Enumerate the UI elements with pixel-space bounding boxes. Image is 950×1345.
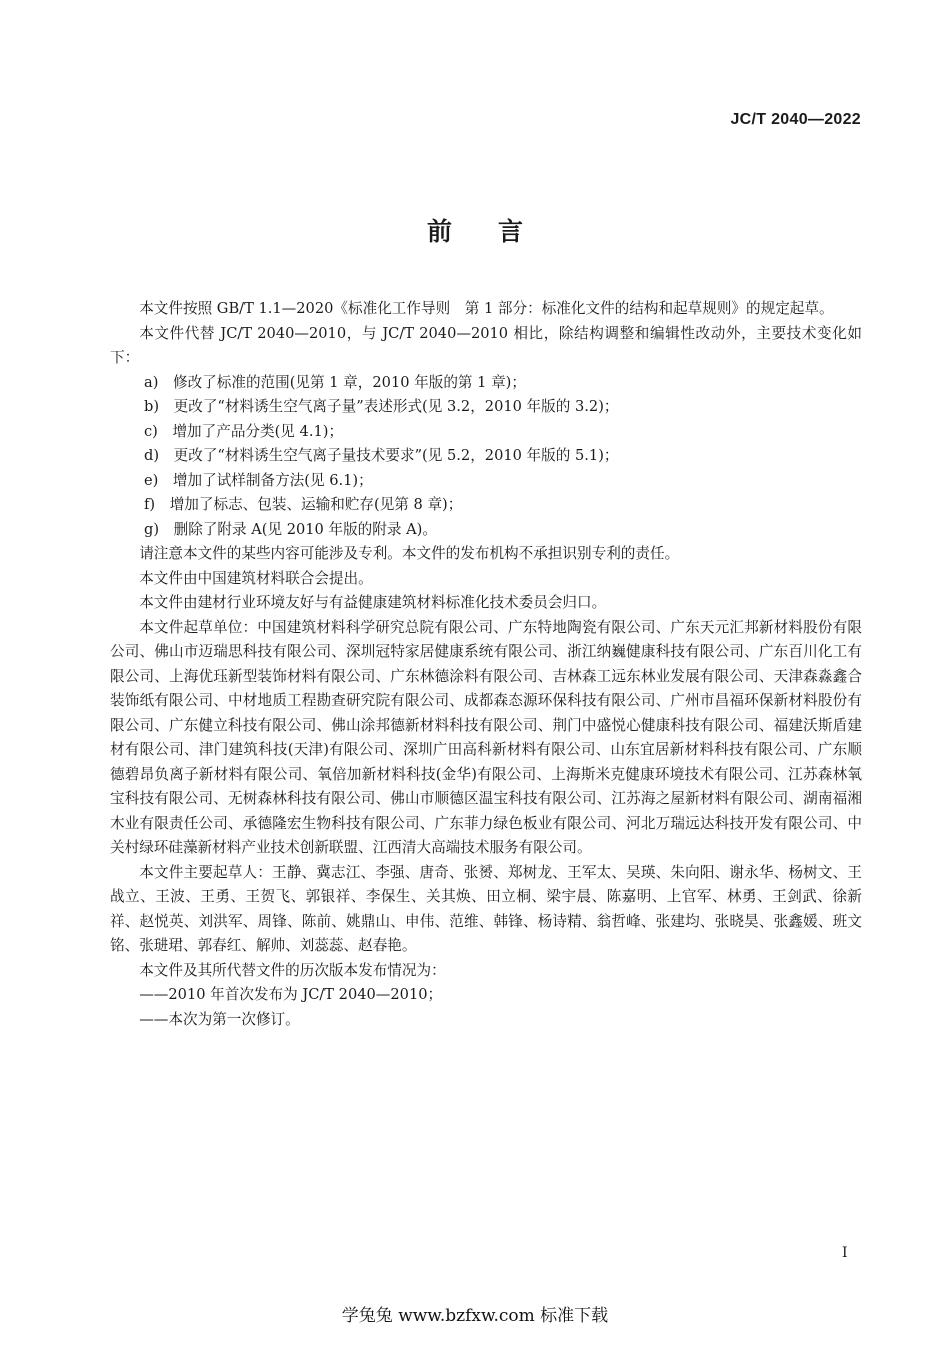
drafting-units-paragraph: 本文件起草单位：中国建筑材料科学研究总院有限公司、广东特地陶瓷有限公司、广东天元汇邦新材料股份有限公司、佛山市迈瑞思科技有限公司、深圳冠特家居健康系统有限公司、浙江纳巍健康科技有限公司、广东百川化工有限公司、上海优珏新型装饰材料有限公司、广东林德涂料有限公司、吉林森工远东林业发展有限公司、天津森淼鑫合装饰纸有限公司、中材地质工程勘查研究院有限公司、成都森态源环保科技有限公司、广州市昌福环保新材料股份有限公司、广东健立科技有限公司、佛山涂邦德新材料科技有限公司、荆门中盛悦心健康科技有限公司、福建沃斯盾建材有限公司、津门建筑科技(天津)有限公司、深圳广田高科新材料有限公司、山东宜居新材料科技有限公司、广东顺德碧昂负离子新材料有限公司、氧倍加新材料科技(金华)有限公司、上海斯米克健康环境技术有限公司、江苏森林氧宝科技有限公司、无树森林科技有限公司、佛山市顺德区温宝科技有限公司、江苏海之屋新材料有限公司、湖南福湘木业有限责任公司、承德隆宏生物科技有限公司、广东菲力绿色板业有限公司、河北万瑞远达科技开发有限公司、中关村绿环硅藻新材料产业技术创新联盟、江西清大高端技术服务有限公司。 bbox=[110, 618, 862, 856]
change-item-a: a) 修改了标准的范围(见第 1 章，2010 年版的第 1 章)； bbox=[144, 373, 526, 391]
change-item-b: b) 更改了“材料诱生空气离子量”表述形式(见 3.2，2010 年版的 3.2)； bbox=[144, 398, 619, 415]
change-item-d: d) 更改了“材料诱生空气离子量技术要求”(见 5.2，2010 年版的 5.1)； bbox=[144, 447, 619, 464]
history-intro: 本文件及其所代替文件的历次版本发布情况为： bbox=[139, 961, 446, 979]
centralized-paragraph: 本文件由建材行业环境友好与有益健康建筑材料标准化技术委员会归口。 bbox=[139, 594, 607, 611]
change-item-e: e) 增加了试样制备方法(见 6.1)； bbox=[144, 471, 373, 489]
page-number: I bbox=[842, 1245, 848, 1261]
page-title: 前言 bbox=[426, 217, 569, 246]
history-item-2010: ——2010 年首次发布为 JC/T 2040—2010； bbox=[139, 986, 443, 1003]
standard-number: JC/T 2040—2022 bbox=[730, 111, 861, 128]
history-item-current: ——本次为第一次修订。 bbox=[139, 1010, 300, 1028]
drafting-rules-paragraph: 本文件按照 GB/T 1.1—2020《标准化工作导则 第 1 部分：标准化文件的结构和起草规则》的规定起草。 bbox=[139, 300, 834, 317]
replacement-paragraph: 本文件代替 JC/T 2040—2010，与 JC/T 2040—2010 相比，除结构调整和编辑性改动外，主要技术变化如下： bbox=[110, 324, 862, 366]
change-item-c: c) 增加了产品分类(见 4.1)； bbox=[144, 422, 344, 440]
change-item-f: f) 增加了标志、包装、运输和贮存(见第 8 章)； bbox=[144, 496, 463, 513]
drafters-paragraph: 本文件主要起草人：王静、冀志江、李强、唐奇、张赟、郑树龙、王军太、吴瑛、朱向阳、谢永华、杨树文、王战立、王波、王勇、王贺飞、郭银祥、李保生、关其焕、田立桐、梁宇晨、陈嘉明、上官军、林勇、王剑武、徐新祥、赵悦英、刘洪军、周锋、陈前、姚鼎山、申伟、范维、韩锋、杨诗精、翁哲峰、张建均、张晓昊、张鑫媛、班文铭、张琎珺、郭春红、解帅、刘蕊蕊、赵春艳。 bbox=[110, 863, 862, 954]
watermark-text: 学兔兔 www.bzfxw.com 标准下载 bbox=[341, 1306, 609, 1326]
change-item-g: g) 删除了附录 A(见 2010 年版的附录 A)。 bbox=[144, 520, 437, 538]
foreword-body bbox=[110, 297, 862, 1032]
patent-notice: 请注意本文件的某些内容可能涉及专利。本文件的发布机构不承担识别专利的责任。 bbox=[139, 545, 680, 562]
proposer-paragraph: 本文件由中国建筑材料联合会提出。 bbox=[139, 569, 373, 587]
